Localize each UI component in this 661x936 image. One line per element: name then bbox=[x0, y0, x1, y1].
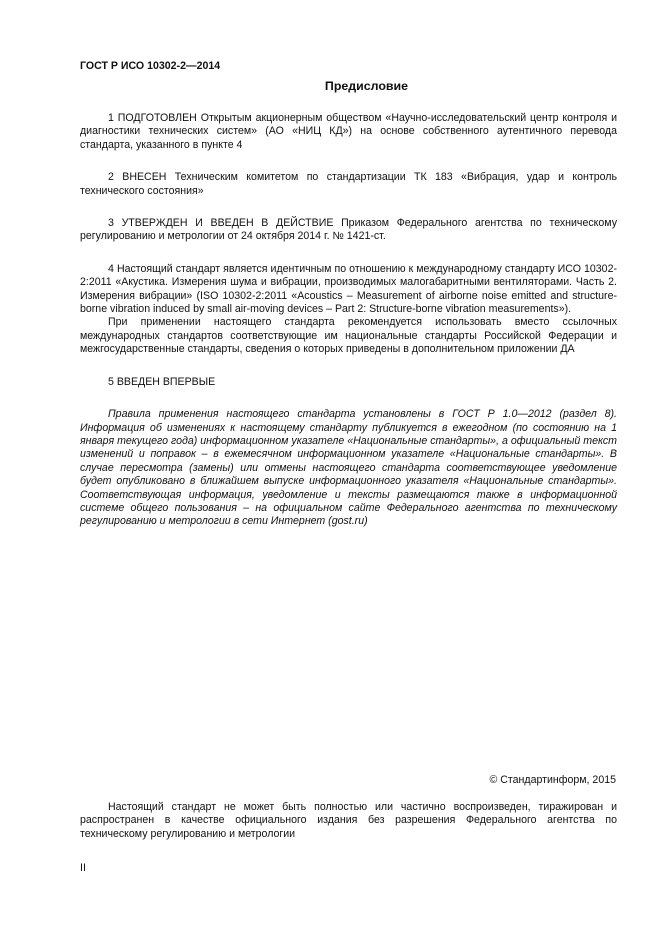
page-title: Предисловие bbox=[324, 79, 409, 93]
page-number: II bbox=[80, 862, 86, 874]
paragraph-first-introduced: 5 ВВЕДЕН ВПЕРВЫЕ bbox=[108, 375, 216, 388]
copyright-notice: © Стандартинформ, 2015 bbox=[489, 774, 616, 786]
paragraph-prepared: 1 ПОДГОТОВЛЕН Открытым акционерным обществом «Научно-исследовательский центр контроля и диагностики технических систем» (АО «НИЦ КД») на основе собственного аутентичного перевода стандарта, указанного в пункте 4 bbox=[80, 112, 617, 151]
paragraph-identical-standard: 4 Настоящий стандарт является идентичным по отношению к международному стандарту ИСО 10302-2:2011 «Акустика. Измерения шума и вибрации, производимых малогабаритными вентиляторами. Часть 2. Измерения вибрации» (ISO 10302-2:2011 «Acoustics – Measurement of airborne noise emitted and structure-borne vibration induced by small air-moving devices – Part 2: Structure-borne vibration measurements»). bbox=[80, 262, 617, 316]
paragraph-approved: 3 УТВЕРЖДЕН И ВВЕДЕН В ДЕЙСТВИЕ Приказом Федерального агентства по техническому регулированию и метрологии от 24 октября 2014 г. № 1421-ст. bbox=[80, 217, 617, 243]
paragraph-application-rules: Правила применения настоящего стандарта установлены в ГОСТ Р 1.0—2012 (раздел 8). Информация об изменениях к настоящему стандарту публикуется в ежегодном (по состоянию на 1 января текущего года) информационном указателе «Национальные стандарты», а официальный текст изменений и поправок – в ежемесячном информационном указателе «Национальные стандарты». В случае пересмотра (замены) или отмены настоящего стандарта соответствующее уведомление будет опубликовано в ближайшем выпуске информационного указателя «Национальные стандарты». Соответствующая информация, уведомление и тексты размещаются также в информационной системе общего пользования – на официальном сайте Федерального агентства по техническому регулированию и метрологии в сети Интернет (gost.ru) bbox=[80, 408, 617, 528]
document-header: ГОСТ Р ИСО 10302-2—2014 bbox=[80, 60, 221, 72]
paragraph-application-note: При применении настоящего стандарта рекомендуется использовать вместо ссылочных международных стандартов соответствующие им национальные стандарты Российской Федерации и межгосударственные стандарты, сведения о которых приведены в дополнительном приложении ДА bbox=[80, 316, 617, 356]
foreword-body bbox=[80, 112, 617, 529]
reproduction-notice: Настоящий стандарт не может быть полностью или частично воспроизведен, тиражирован и распространен в качестве официального издания без разрешения Федерального агентства по техническому регулированию и метрологии bbox=[80, 801, 617, 840]
paragraph-introduced: 2 ВНЕСЕН Техническим комитетом по стандартизации ТК 183 «Вибрация, удар и контроль технического состояния» bbox=[80, 171, 617, 197]
